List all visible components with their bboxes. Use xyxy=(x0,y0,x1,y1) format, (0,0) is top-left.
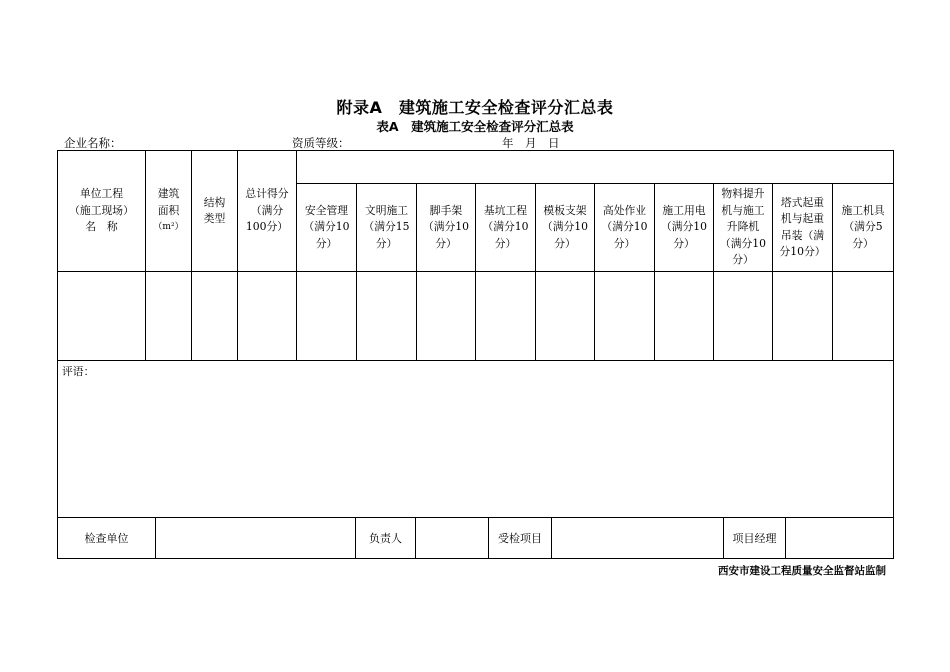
header-building-area: 建筑 面积 （m²） xyxy=(146,151,192,272)
header-unit-project: 单位工程 （施工现场） 名 称 xyxy=(58,151,146,272)
header-foundation-pit: 基坑工程 （满分10 分） xyxy=(476,184,536,272)
header-civilized-construction: 文明施工 （满分15 分） xyxy=(357,184,417,272)
responsible-person-field[interactable] xyxy=(416,517,489,559)
score-summary-table xyxy=(57,150,894,518)
tower-crane-score-cell[interactable] xyxy=(773,272,833,361)
header-construction-machinery: 施工机具 （满分5 分） xyxy=(833,184,894,272)
inspect-unit-field[interactable] xyxy=(156,517,356,559)
score-entry-row xyxy=(58,272,894,361)
header-formwork-support: 模板支架 （满分10 分） xyxy=(536,184,595,272)
company-name-label: 企业名称： xyxy=(64,136,122,150)
header-structure-type: 结构 类型 xyxy=(192,151,238,272)
building-area-cell[interactable] xyxy=(146,272,192,361)
signoff-table xyxy=(57,517,894,559)
structure-type-cell[interactable] xyxy=(192,272,238,361)
formwork-support-score-cell[interactable] xyxy=(536,272,595,361)
work-at-height-score-cell[interactable] xyxy=(595,272,655,361)
header-scaffolding: 脚手架 （满分10 分） xyxy=(417,184,476,272)
header-hoist-elevator: 物料提升 机与施工 升降机 （满分10 分） xyxy=(714,184,773,272)
project-manager-field[interactable] xyxy=(786,517,894,559)
inspected-project-field[interactable] xyxy=(552,517,724,559)
table-subtitle: 表A 建筑施工安全检查评分汇总表 xyxy=(376,119,574,134)
comment-label: 评语： xyxy=(62,365,95,378)
header-item-group xyxy=(297,151,894,184)
date-label: 年 月 日 xyxy=(502,136,560,150)
comment-area[interactable] xyxy=(58,361,894,518)
scaffolding-score-cell[interactable] xyxy=(417,272,476,361)
comment-row xyxy=(58,361,894,518)
qualification-level-label: 资质等级： xyxy=(292,136,350,150)
construction-electricity-score-cell[interactable] xyxy=(655,272,714,361)
total-score-cell[interactable] xyxy=(238,272,297,361)
inspect-unit-label: 检查单位 xyxy=(58,517,156,559)
civilized-construction-score-cell[interactable] xyxy=(357,272,417,361)
inspected-project-label: 受检项目 xyxy=(489,517,552,559)
header-row-top xyxy=(58,151,894,184)
construction-machinery-score-cell[interactable] xyxy=(833,272,894,361)
header-construction-electricity: 施工用电 （满分10 分） xyxy=(655,184,714,272)
safety-management-score-cell[interactable] xyxy=(297,272,357,361)
header-tower-crane: 塔式起重 机与起重 吊装（满 分10分） xyxy=(773,184,833,272)
issuer-footer: 西安市建设工程质量安全监督站监制 xyxy=(718,565,886,577)
unit-project-cell[interactable] xyxy=(58,272,146,361)
header-safety-management: 安全管理 （满分10 分） xyxy=(297,184,357,272)
responsible-person-label: 负责人 xyxy=(356,517,416,559)
document-title: 附录A 建筑施工安全检查评分汇总表 xyxy=(336,98,614,117)
header-total-score: 总计得分 （满分 100分） xyxy=(238,151,297,272)
header-work-at-height: 高处作业 （满分10 分） xyxy=(595,184,655,272)
foundation-pit-score-cell[interactable] xyxy=(476,272,536,361)
project-manager-label: 项目经理 xyxy=(724,517,786,559)
hoist-elevator-score-cell[interactable] xyxy=(714,272,773,361)
